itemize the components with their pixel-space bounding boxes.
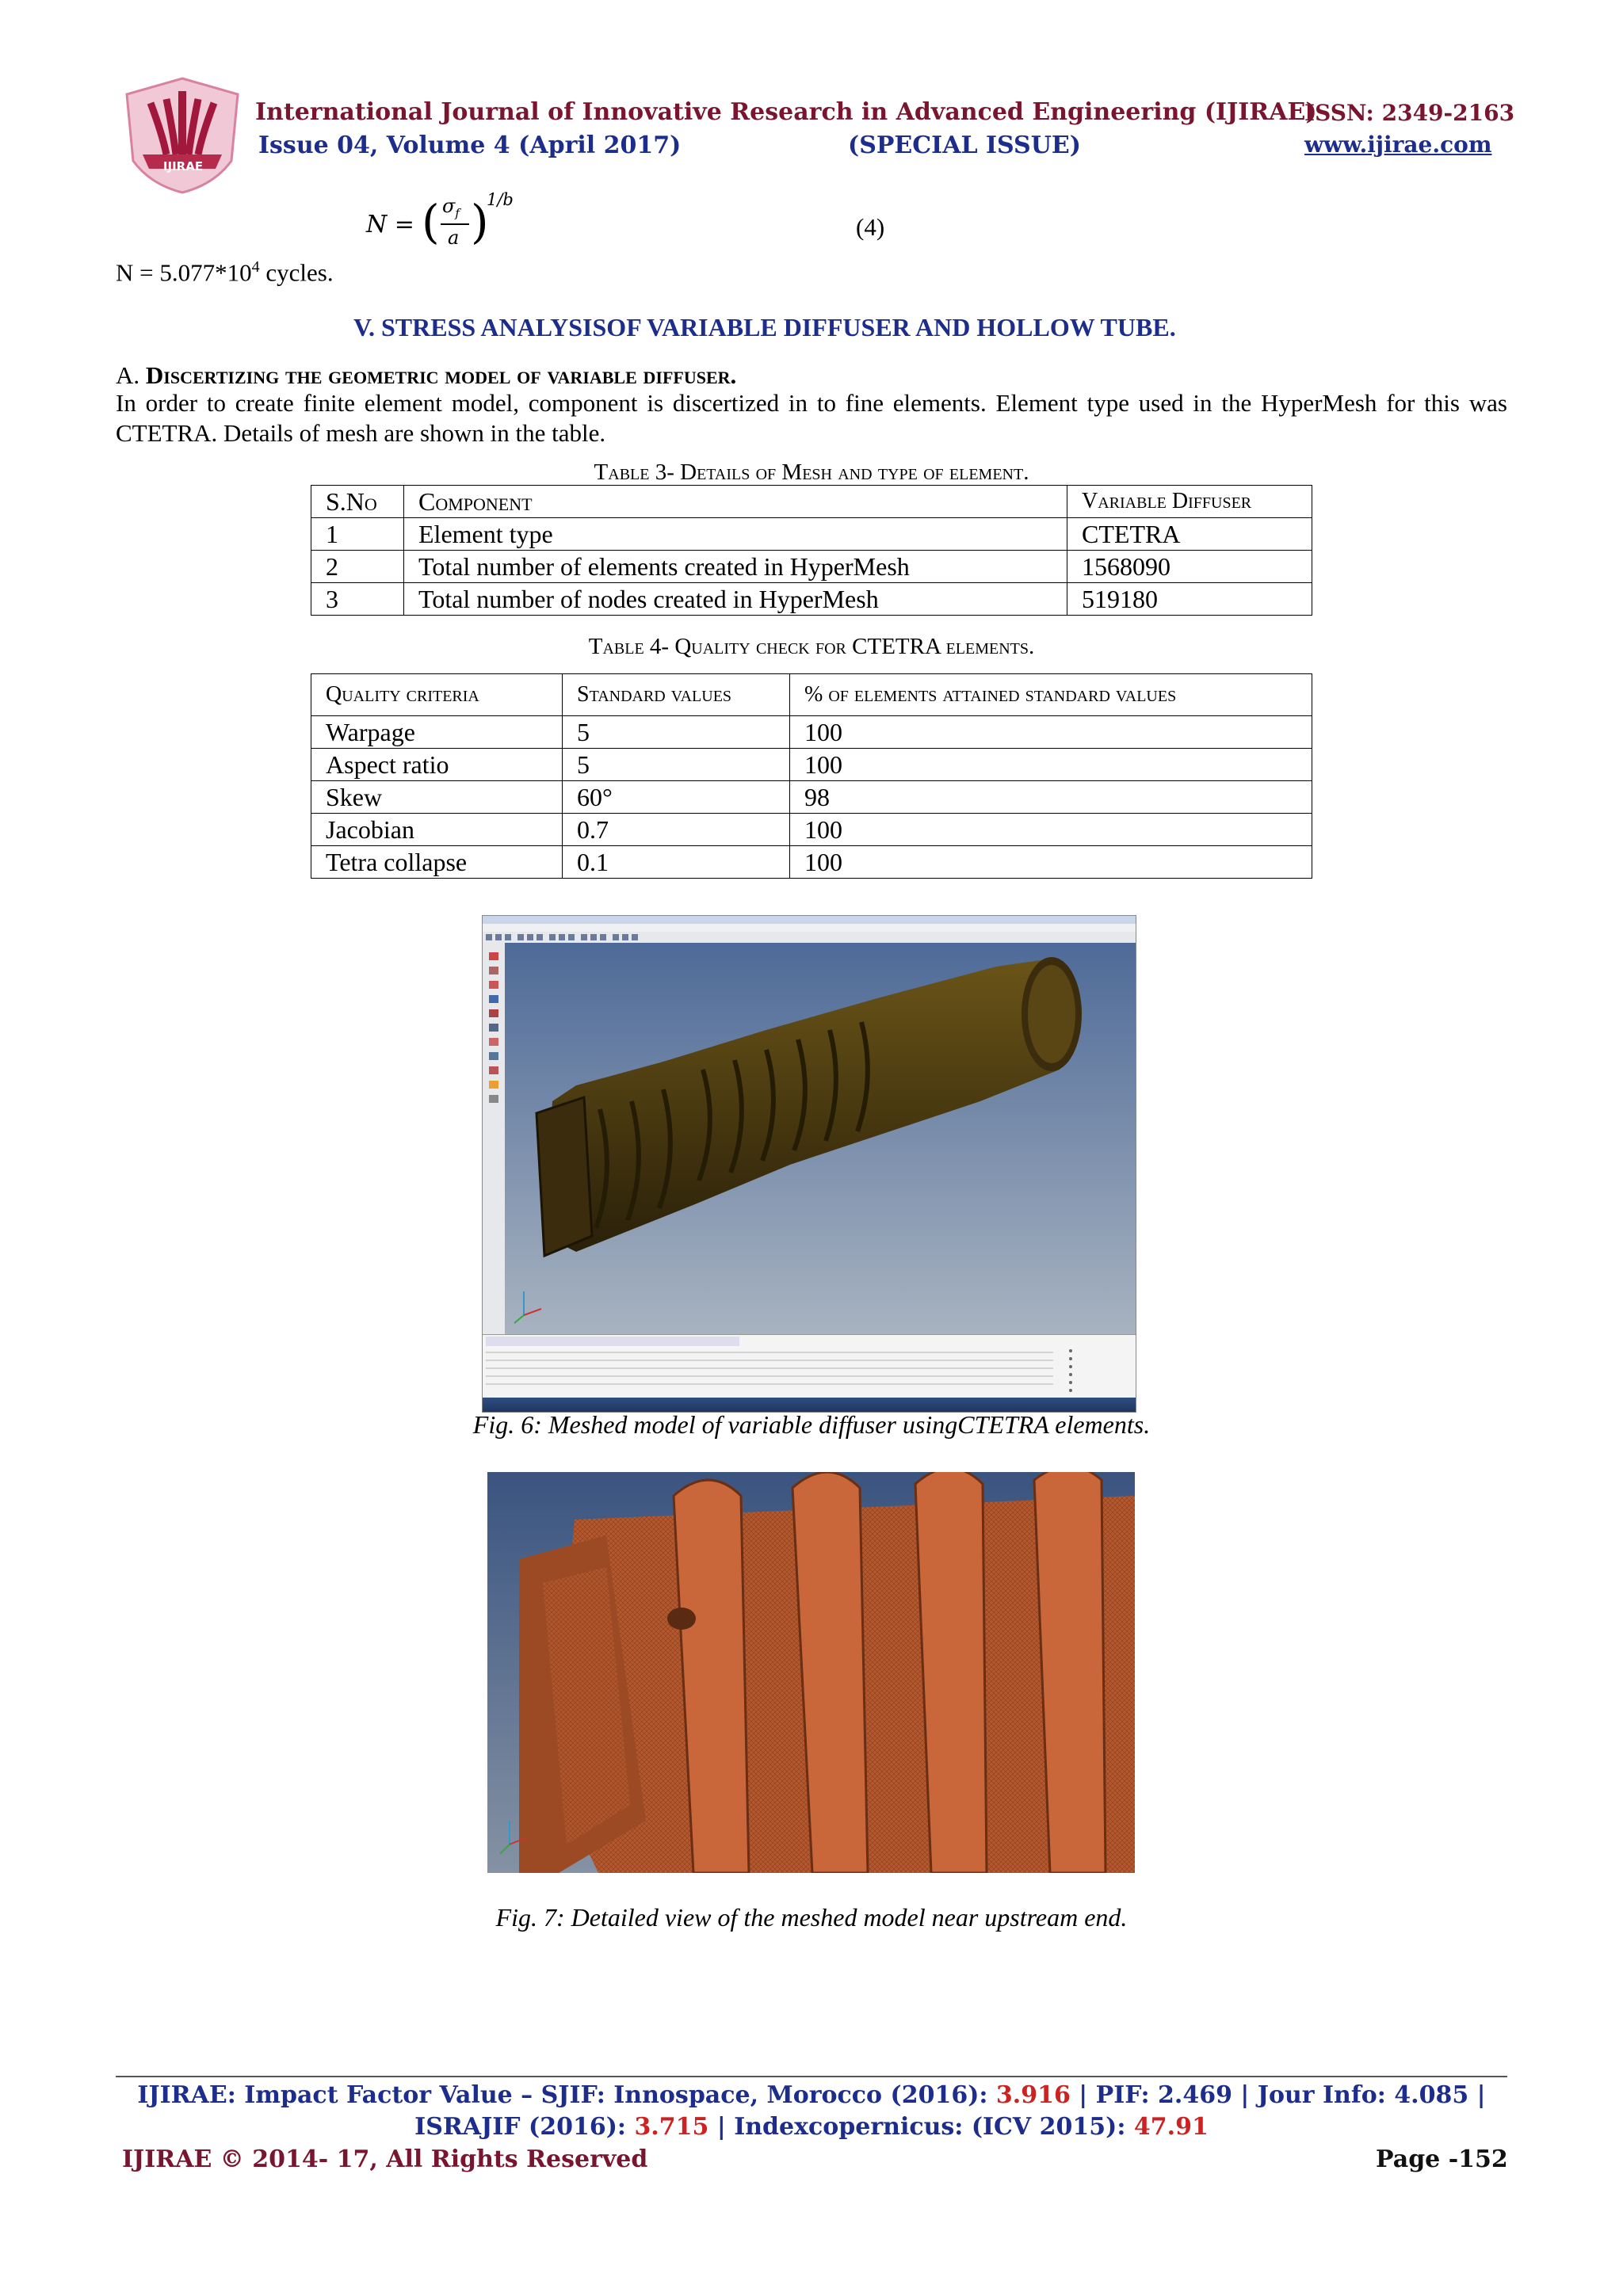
table-cell: 100: [790, 716, 1312, 749]
table-header-cell: Component: [404, 486, 1067, 518]
footer-impact-line-1: IJIRAE: Impact Factor Value – SJIF: Innospace, Morocco (2016): 3.916 | PIF: 2.469 | Jour Info: 4.085 |: [137, 2081, 1486, 2109]
table-row: [311, 749, 1312, 781]
table3: [311, 485, 1312, 616]
equation-denominator: a: [448, 227, 460, 249]
body-paragraph: In order to create finite element model, component is discertized in to fine elements. Element type used in the HyperMesh for this was CTETRA. Details of mesh are shown in the table.: [116, 389, 1507, 447]
table-cell: 1: [311, 518, 404, 551]
cycles-result: $N = 5.077*10^4$ cycles.: [116, 258, 334, 287]
table-header-row: [311, 674, 1312, 716]
table-header-cell: % of elements attained standard values: [790, 674, 1312, 716]
page-number: Page -152: [1376, 2145, 1508, 2173]
table-cell: Tetra collapse: [311, 846, 563, 879]
figure-6-hypermesh-screenshot: [482, 915, 1136, 1413]
table-cell: 100: [790, 846, 1312, 879]
special-issue: (SPECIAL ISSUE): [848, 132, 1081, 159]
journal-logo: [119, 75, 246, 194]
table-cell: 100: [790, 749, 1312, 781]
command-panel: [483, 1334, 1136, 1398]
meshed-diffuser-model: [537, 957, 1082, 1256]
equation-lhs: N =: [366, 211, 414, 238]
equation-paren-left: (: [422, 195, 440, 249]
table-cell: Total number of nodes created in HyperMesh: [404, 583, 1067, 616]
table4: [311, 673, 1312, 879]
table-row: [311, 716, 1312, 749]
figure-7-mesh-detail: [487, 1472, 1135, 1873]
table-cell: 100: [790, 814, 1312, 846]
copper-meshed-body: [519, 1472, 1135, 1873]
table3-caption: Table 3- Details of Mesh and type of element.: [594, 460, 1029, 485]
website-link[interactable]: www.ijirae.com: [1304, 132, 1492, 158]
menu-bar: [483, 924, 1136, 932]
table-row: [311, 551, 1312, 583]
equation-exponent: 1/b: [487, 190, 514, 209]
section-heading: V. STRESS ANALYSISOF VARIABLE DIFFUSER AND HOLLOW TUBE.: [353, 313, 1176, 341]
issn: ISSN: 2349-2163: [1304, 100, 1515, 126]
table-cell: 60°: [563, 781, 790, 814]
figure-6-caption: Fig. 6: Meshed model of variable diffuser usingCTETRA elements.: [472, 1410, 1151, 1439]
table-cell: Aspect ratio: [311, 749, 563, 781]
table-cell: Element type: [404, 518, 1067, 551]
side-toolbar: [483, 943, 506, 1334]
table-header-cell: Quality criteria: [311, 674, 563, 716]
axis-triad: [514, 1291, 541, 1323]
table4-caption: Table 4- Quality check for CTETRA elements.: [588, 634, 1035, 659]
table-header-row: [311, 486, 1312, 518]
table-cell: 5: [563, 716, 790, 749]
table-cell: 519180: [1067, 583, 1312, 616]
table-cell: Total number of elements created in HyperMesh: [404, 551, 1067, 583]
table-row: [311, 781, 1312, 814]
table-cell: Jacobian: [311, 814, 563, 846]
table-cell: 2: [311, 551, 404, 583]
equation-numerator: $\sigma_f$: [442, 195, 460, 220]
toolbar: [483, 932, 1136, 944]
table-header-cell: Standard values: [563, 674, 790, 716]
graphics-viewport: [505, 943, 1136, 1334]
window-titlebar: [483, 916, 1136, 924]
table-cell: Skew: [311, 781, 563, 814]
footer-rule: [116, 2076, 1507, 2077]
table-row: [311, 846, 1312, 879]
logo-text: IJIRAE: [162, 159, 204, 174]
issue-info: Issue 04, Volume 4 (April 2017): [258, 132, 682, 159]
equation-paren-right: ): [471, 195, 489, 249]
table-cell: 0.7: [563, 814, 790, 846]
fraction-bar: [441, 223, 469, 225]
subsection-heading: A. Discertizing the geometric model of variable diffuser.: [116, 361, 737, 389]
footer-impact-line-2: ISRAJIF (2016): 3.715 | Indexcopernicus: (ICV 2015): 47.91: [414, 2113, 1209, 2141]
table-header-cell: S.No: [311, 486, 404, 518]
table-cell: Warpage: [311, 716, 563, 749]
equation-4: [366, 190, 620, 261]
equation-number: (4): [856, 213, 885, 241]
footer-copyright: IJIRAE © 2014- 17, All Rights Reserved: [122, 2145, 648, 2173]
table-row: [311, 518, 1312, 551]
figure-7-caption: Fig. 7: Detailed view of the meshed model near upstream end.: [495, 1903, 1128, 1932]
table-header-cell: Variable Diffuser: [1067, 486, 1312, 518]
table-cell: 0.1: [563, 846, 790, 879]
table-row: [311, 814, 1312, 846]
table-row: [311, 583, 1312, 616]
table-cell: 3: [311, 583, 404, 616]
table-cell: 5: [563, 749, 790, 781]
table-cell: 1568090: [1067, 551, 1312, 583]
table-cell: CTETRA: [1067, 518, 1312, 551]
journal-title: International Journal of Innovative Research in Advanced Engineering (IJIRAE): [255, 98, 1317, 126]
table-cell: 98: [790, 781, 1312, 814]
